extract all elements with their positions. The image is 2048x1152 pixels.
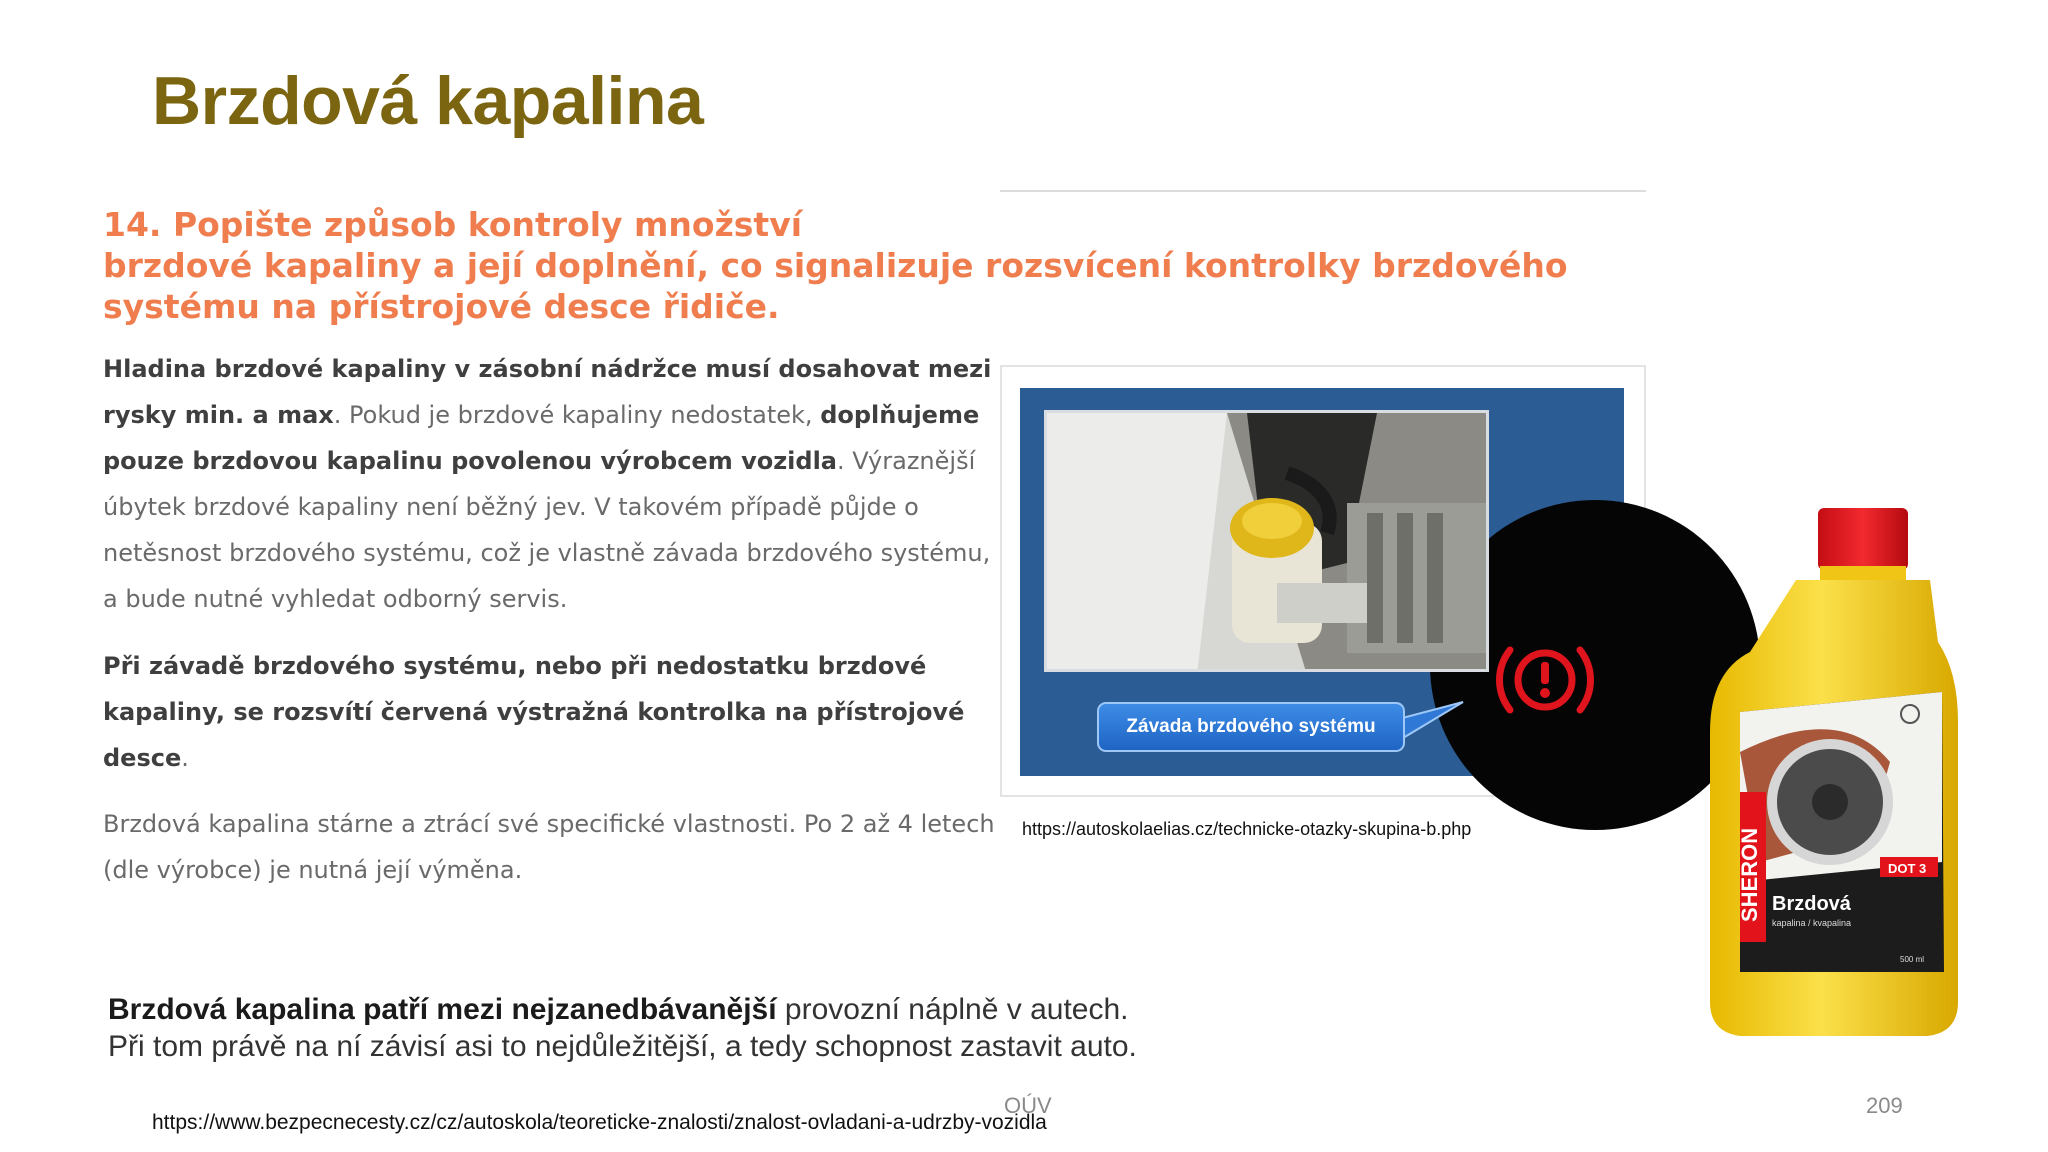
slide-title: Brzdová kapalina [152,63,704,139]
question-heading [103,204,1663,327]
para1-bold-2: doplňujeme pouze brzdovou kapalinu povolenou výrobcem vozidla [103,401,980,475]
paragraph-level-check [103,346,1003,622]
para1-text-1: . Pokud je brzdové kapaliny nedostatek, [333,401,813,429]
image-source-link[interactable]: https://autoskolaelias.cz/technicke-otazky-skupina-b.php [1022,819,1472,839]
summary-line-2: Při tom právě na ní závisí asi to nejdůležitější, a tedy schopnost zastavit auto. [108,1030,1137,1063]
question-line-2: brzdové kapaliny a její doplnění, co signalizuje rozsvícení kontrolky brzdového [103,246,1568,285]
para1-text-2: . Výraznější úbytek brzdové kapaliny není běžný jev. V takovém případě půjde o netěsnost brzdového systému, což je vlastně závada brzdového systému, a bude nutné vyhledat odborný servis. [103,447,991,613]
source-link[interactable]: https://www.bezpecnecesty.cz/cz/autoskola/teoreticke-znalosti/znalost-ovladani-a-udrzby-vozidla [152,1111,1047,1134]
paragraph-warning-light [103,643,1003,781]
para1-bold-1: Hladina brzdové kapaliny v zásobní nádržce musí dosahovat mezi rysky min. a max [103,355,992,429]
question-line-1: 14. Popište způsob kontroly množství [103,205,803,244]
bottle-subtitle: kapalina / kvapalina [1772,918,1852,928]
callout-pointer [1395,700,1465,740]
brake-failure-callout: Závada brzdového systému [1097,702,1405,752]
question-line-3: systému na přístrojové desce řidiče. [103,287,780,326]
bottle-volume: 500 ml [1900,955,1925,964]
para2-text: . [181,744,189,772]
page-number: 209 [1866,1093,1903,1118]
brake-warning-icon [1490,640,1600,720]
paragraph-replacement [103,801,1003,893]
para3-text: Brzdová kapalina stárne a ztrácí své specifické vlastnosti. Po 2 až 4 letech (dle výrobce) je nutná její výměna. [103,810,995,884]
divider-line [1000,190,1646,192]
para2-bold: Při závadě brzdového systému, nebo při nedostatku brzdové kapaliny, se rozsvítí červená výstražná kontrolka na přístrojové desce [103,652,965,772]
bottle-product-name: Brzdová [1772,893,1851,915]
bottle-brand: SHERON [1737,827,1762,922]
brake-fluid-bottle [1700,502,1960,1042]
bottle-dot-tag: DOT 3 [1888,861,1927,876]
footer-label: OÚV [1004,1093,1052,1118]
engine-bay-drawing [1047,413,1489,672]
summary-text [108,991,1137,1065]
summary-line-1 [108,991,1137,1028]
engine-bay-photo [1044,410,1489,672]
summary-normal: provozní náplně v autech. [776,993,1129,1026]
summary-bold: Brzdová kapalina patří mezi nejzanedbávanější [108,993,777,1026]
